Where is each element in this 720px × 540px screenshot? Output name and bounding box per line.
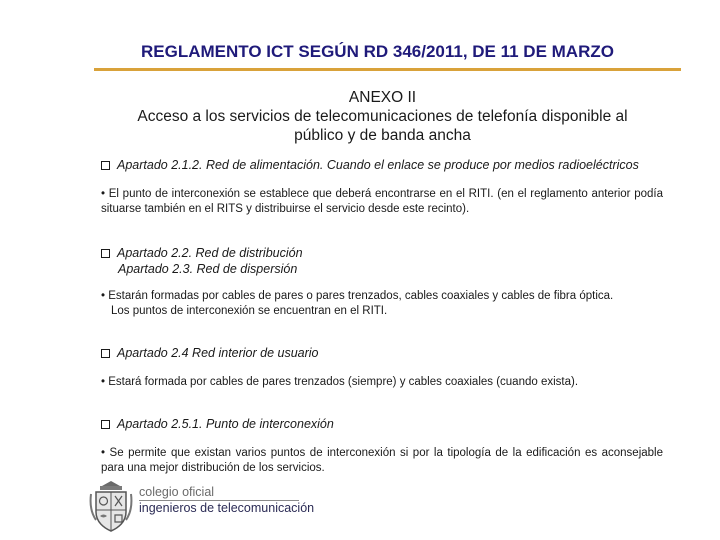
annex-label: ANEXO II [348, 89, 417, 106]
section-heading-text: Apartado 2.4 Red interior de usuario [117, 346, 319, 360]
checkbox-bullet-icon [101, 249, 110, 258]
section-heading-text: Apartado 2.1.2. Red de alimentación. Cuando el enlace se produce por medios radioeléctricos [117, 158, 639, 172]
section-heading [101, 345, 319, 361]
annex-subtitle-line2: público y de banda ancha [294, 127, 471, 144]
checkbox-bullet-icon [101, 420, 110, 429]
section-heading [101, 245, 303, 277]
crest-icon [88, 480, 134, 532]
section-body: • Estará formada por cables de pares trenzados (siempre) y cables coaxiales (cuando exista). [101, 376, 579, 388]
logo-text-line1: colegio oficial [139, 485, 215, 499]
checkbox-bullet-icon [101, 161, 110, 170]
section-heading-text: Apartado 2.3. Red de dispersión [118, 262, 298, 276]
section-body-line: Los puntos de interconexión se encuentran en el RITI. [111, 305, 388, 317]
section-heading [101, 416, 334, 432]
section-body: • Se permite que existan varios puntos de interconexión si por la tipología de la edificación es aconsejable para una mejor distribución de los servicios. [101, 447, 663, 474]
annex-block [95, 88, 670, 145]
section-heading-text: Apartado 2.2. Red de distribución [117, 246, 303, 260]
section-heading [101, 157, 639, 173]
title-divider [94, 68, 681, 71]
annex-subtitle-line1: Acceso a los servicios de telecomunicaciones de telefonía disponible al [137, 108, 628, 125]
logo-text-line2: ingenieros de telecomunicación [139, 501, 315, 515]
section-body: • El punto de interconexión se establece que deberá encontrarse en el RITI. (en el reglamento anterior podía situarse también en el RITS y distribuirse el servicio desde este recinto). [101, 188, 663, 215]
section-body-line: • Estarán formadas por cables de pares o pares trenzados, cables coaxiales y cables de fibra óptica. [101, 290, 614, 302]
checkbox-bullet-icon [101, 349, 110, 358]
section-heading-text: Apartado 2.5.1. Punto de interconexión [117, 417, 334, 431]
section-body [101, 289, 663, 319]
page-title: REGLAMENTO ICT SEGÚN RD 346/2011, DE 11 DE MARZO [141, 42, 614, 61]
